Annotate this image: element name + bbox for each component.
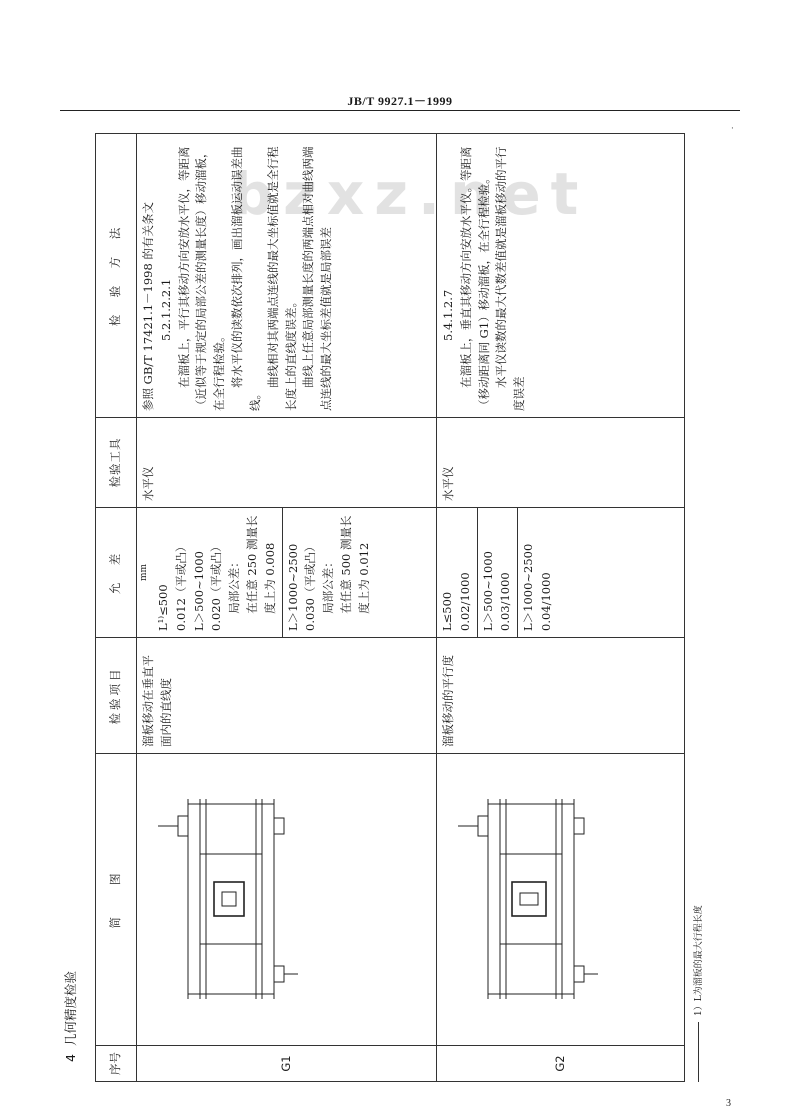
tolerance-unit: mm: [139, 563, 149, 582]
section-number: 4: [63, 1054, 78, 1062]
tolerance-line: L＞500~1000: [191, 551, 206, 631]
footnote-rule: [698, 1022, 699, 1082]
tolerance-g1: [137, 508, 437, 638]
method-paragraph: 水平仪读数的最大代数差值就是溜板移动的平行度误差: [494, 146, 527, 411]
seq-g2: G2: [437, 1046, 685, 1082]
seq-g1: G1: [137, 1046, 437, 1082]
header-tolerance: [96, 508, 137, 638]
table-row-g1: [137, 134, 437, 1082]
tolerance-line: 0.012（平或凸）: [173, 540, 188, 631]
method-id: 5.4.1.2.7: [441, 289, 455, 341]
tolerance-block: [517, 508, 558, 637]
tolerance-block: [153, 508, 282, 637]
tolerance-block: [282, 508, 376, 637]
tolerance-line: 0.04/1000: [539, 572, 554, 631]
header-rule: [60, 110, 740, 111]
method-g2: [437, 134, 685, 418]
section-title-text: 几何精度检验: [63, 971, 78, 1047]
footnote-text: 1）L为溜板的最大行程长度: [694, 905, 704, 1016]
lathe-carriage-level-diagram: [148, 795, 308, 1005]
tool-g1: 水平仪: [137, 418, 437, 508]
lathe-carriage-transverse-level-diagram: [448, 795, 608, 1005]
tolerance-line: 0.03/1000: [498, 572, 513, 631]
tolerance-line: 局部公差：: [321, 556, 336, 614]
tool-g2: 水平仪: [437, 418, 685, 508]
tolerance-g2: [437, 508, 685, 638]
rotated-table-area: [63, 134, 704, 1082]
tolerance-line: 0.020（平或凸）: [209, 540, 224, 631]
method-paragraph: 曲线相对其两端点连线的最大坐标值就是全行程长度上的直线度误差。: [265, 146, 298, 411]
method-paragraph: 曲线上任意局部测量长度的两端点相对曲线两端点连线的最大坐标差值就是局部误差: [301, 146, 334, 411]
tolerance-line: L¹⁾≤500: [155, 584, 170, 631]
item-g1: 溜板移动在垂直平面内的直线度: [137, 638, 437, 754]
method-paragraph: 在溜板上，平行其移动方向安放水平仪，等距离（近似等于规定的局部公差的测量长度）移动溜板，在全行程检验。: [176, 146, 227, 411]
watermark: bzxz.net: [231, 160, 589, 228]
page-number: 3: [726, 1098, 731, 1109]
tolerance-line: 局部公差：: [227, 556, 242, 614]
diagram-g1: [137, 754, 437, 1046]
header-method-label: 检 验 方 法: [108, 224, 123, 327]
header-item: 检验项目: [96, 638, 137, 754]
tolerance-line: 在任意 500 测量长度上为 0.012: [339, 515, 371, 614]
header-tool: 检验工具: [96, 418, 137, 508]
tolerance-line: L≤500: [440, 591, 454, 631]
method-id: 5.2.1.2.2.1: [158, 278, 173, 341]
section-title: [61, 971, 80, 1062]
tolerance-line: 0.030（平或凸）: [303, 540, 318, 631]
footnote: [693, 905, 707, 1082]
tolerance-block: [437, 508, 477, 637]
tolerance-line: L＞500~1000: [480, 551, 495, 631]
tolerance-line: L＞1000~2500: [285, 543, 300, 631]
table-header-row: [96, 134, 137, 1082]
tolerance-line: 0.02/1000: [457, 572, 472, 631]
method-paragraph: 将水平仪的读数依次排列，画出溜板运动误差曲线。: [230, 146, 262, 411]
inspection-table: [95, 133, 685, 1082]
tolerance-block: [477, 508, 518, 637]
edge-mark: ·: [731, 124, 734, 134]
header-tolerance-label: 允 差: [108, 550, 123, 595]
tolerance-line: 在任意 250 测量长度上为 0.008: [245, 515, 277, 614]
standard-header: JB/T 9927.1－1999: [347, 94, 453, 108]
method-g1: [137, 134, 437, 418]
header-seq: 序号: [96, 1046, 137, 1082]
item-g2: 溜板移动的平行度: [437, 638, 685, 754]
header-method: [96, 134, 137, 418]
table-row-g2: [437, 134, 685, 1082]
method-reference: 参照 GB/T 17421.1－1998 的有关条文: [141, 202, 155, 411]
header-diagram: 简 图: [96, 754, 137, 1046]
method-paragraph: 在溜板上，垂直其移动方向安放水平仪。等距离（移动距离同 G1）移动溜板，在全行程检验。: [458, 146, 491, 411]
diagram-g2: [437, 754, 685, 1046]
tolerance-line: L＞1000~2500: [521, 543, 536, 631]
